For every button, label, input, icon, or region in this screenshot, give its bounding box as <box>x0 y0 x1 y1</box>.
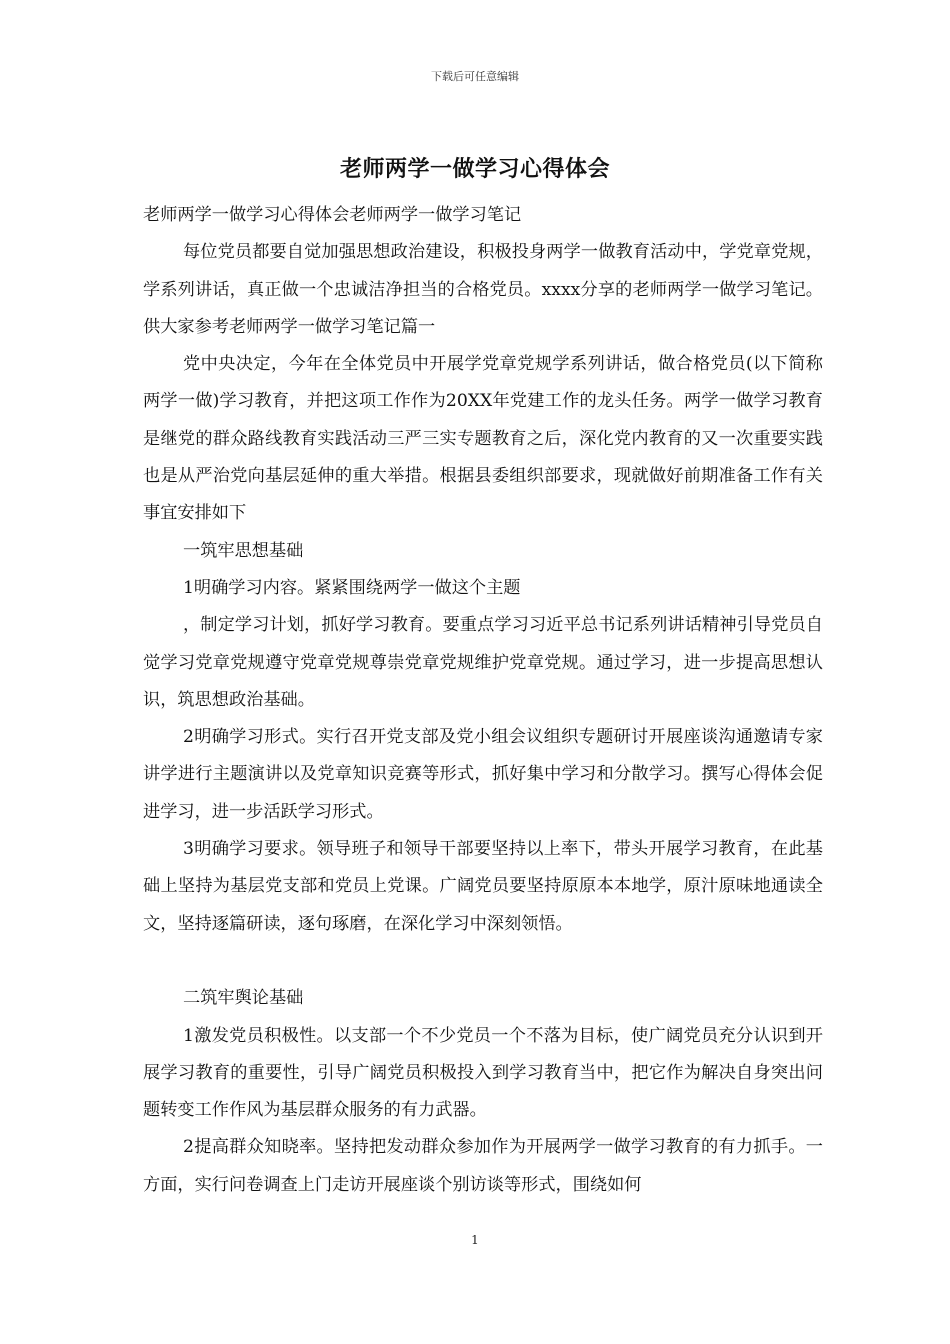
body-paragraph: 3明确学习要求。领导班子和领导干部要坚持以上率下，带头开展学习教育，在此基础上坚持为基层党支部和党员上党课。广阔党员要坚持原原本本地学，原汁原味地通读全文，坚持逐篇研读，逐句琢磨，在深化学习中深刻领悟。 <box>143 839 823 934</box>
body-paragraph: 党中央决定，今年在全体党员中开展学党章党规学系列讲话，做合格党员(以下简称两学一做)学习教育，并把这项工作作为20XX年党建工作的龙头任务。两学一做学习教育是继党的群众路线教育实践活动三严三实专题教育之后，深化党内教育的又一次重要实践也是从严治党向基层延伸的重大举措。根据县委组织部要求，现就做好前期准备工作有关事宜安排如下 <box>143 354 823 524</box>
section-heading: 二筑牢舆论基础 <box>183 988 304 1009</box>
document-title: 老师两学一做学习心得体会 <box>339 156 610 182</box>
paragraph-spacer <box>143 943 823 980</box>
body-paragraph: 2提高群众知晓率。坚持把发动群众参加作为开展两学一做学习教育的有力抓手。一方面，实行问卷调查上门走访开展座谈个别访谈等形式，围绕如何 <box>143 1137 823 1195</box>
body-paragraph: 2明确学习形式。实行召开党支部及党小组会议组织专题研讨开展座谈沟通邀请专家讲学进行主题演讲以及党章知识竞赛等形式，抓好集中学习和分散学习。撰写心得体会促进学习，进一步活跃学习形式。 <box>143 727 823 822</box>
body-paragraph: ，制定学习计划，抓好学习教育。要重点学习习近平总书记系列讲话精神引导党员自觉学习党章党规遵守党章党规尊崇党章党规维护党章党规。通过学习，进一步提高思想认识，筑思想政治基础。 <box>143 615 823 710</box>
subtitle-paragraph: 老师两学一做学习心得体会老师两学一做学习笔记 <box>143 205 522 225</box>
document-body <box>143 197 823 1204</box>
body-paragraph: 每位党员都要自觉加强思想政治建设，积极投身两学一做教育活动中，学党章党规，学系列讲话，真正做一个忠诚洁净担当的合格党员。xxxx分享的老师两学一做学习笔记。供大家参考老师两学一做学习笔记篇一 <box>143 242 823 337</box>
body-paragraph: 1明确学习内容。紧紧围绕两学一做这个主题 <box>183 577 521 598</box>
header-note: 下载后可任意编辑 <box>431 70 519 83</box>
body-paragraph: 1激发党员积极性。以支部一个不少党员一个不落为目标，使广阔党员充分认识到开展学习教育的重要性，引导广阔党员积极投入到学习教育当中，把它作为解决自身突出问题转变工作作风为基层群众服务的有力武器。 <box>143 1025 823 1121</box>
page-number: 1 <box>471 1233 479 1247</box>
section-heading: 一筑牢思想基础 <box>183 540 304 561</box>
